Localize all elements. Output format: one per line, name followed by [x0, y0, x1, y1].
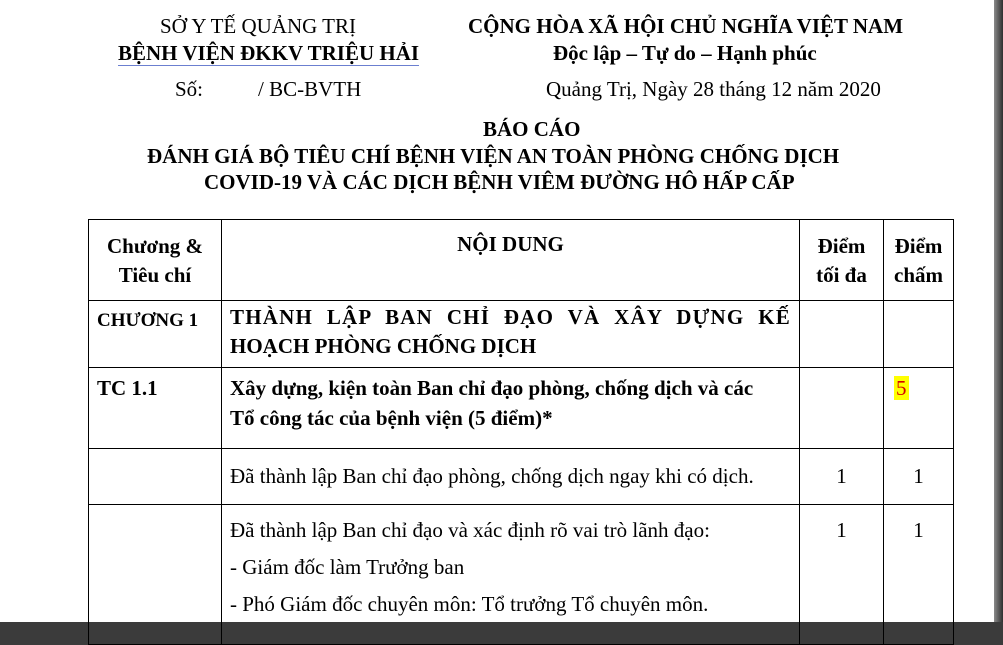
header-chapter-label: Chương & Tiêu chí — [107, 234, 203, 287]
item-content-cell — [222, 449, 800, 505]
document-number-value: / BC-BVTH — [258, 77, 362, 101]
header-cell-content — [222, 220, 800, 301]
chapter-code: CHƯƠNG 1 — [97, 310, 199, 331]
document-date: Quảng Trị, Ngày 28 tháng 12 năm 2020 — [546, 77, 881, 101]
item-content — [222, 505, 799, 626]
criterion-code: TC 1.1 — [97, 376, 158, 400]
report-heading: BÁO CÁO — [483, 117, 581, 141]
item-content-line1: Đã thành lập Ban chỉ đạo và xác định rõ vai trò lãnh đạo: — [230, 518, 710, 542]
header-cell-max — [800, 220, 884, 301]
criterion-content — [222, 368, 799, 439]
item-content-cell — [222, 505, 800, 645]
criterion-code-cell — [89, 368, 222, 449]
table-row — [89, 368, 954, 449]
criterion-content-cell — [222, 368, 800, 449]
report-title-line1: ĐÁNH GIÁ BỘ TIÊU CHÍ BỆNH VIỆN AN TOÀN PHÒNG CHỐNG DỊCH — [147, 144, 840, 168]
national-title: CỘNG HÒA XÃ HỘI CHỦ NGHĨA VIỆT NAM — [468, 14, 904, 38]
item-content-bullet1: - Giám đốc làm Trưởng ban — [230, 555, 465, 579]
viewer-edge-shadow — [994, 0, 1003, 622]
item-max-cell — [800, 505, 884, 645]
chapter-content-line2: HOẠCH PHÒNG CHỐNG DỊCH — [230, 334, 537, 358]
header-cell-chapter — [89, 220, 222, 301]
header-cell-score — [884, 220, 954, 301]
chapter-score-cell — [884, 301, 954, 368]
item-max: 1 — [836, 464, 847, 488]
table-row — [89, 301, 954, 368]
report-title-line2: COVID-19 VÀ CÁC DỊCH BỆNH VIÊM ĐƯỜNG HÔ HẤP CẤP — [204, 170, 795, 194]
chapter-max-cell — [800, 301, 884, 368]
item-content: Đã thành lập Ban chỉ đạo phòng, chống dịch ngay khi có dịch. — [230, 464, 754, 488]
header-score-label: Điểm chấm — [894, 234, 943, 287]
item-score: 1 — [913, 464, 924, 488]
chapter-content-line1: THÀNH LẬP BAN CHỈ ĐẠO VÀ XÂY DỰNG KẾ — [230, 305, 791, 329]
item-max-cell — [800, 449, 884, 505]
item-score: 1 — [913, 518, 924, 542]
header-content-label: NỘI DUNG — [457, 232, 564, 256]
item-content-bullet2: - Phó Giám đốc chuyên môn: Tổ trưởng Tổ chuyên môn. — [230, 592, 709, 616]
hospital-name-text: BỆNH VIỆN ĐKKV TRIỆU HẢI — [118, 41, 420, 65]
issuing-authority: SỞ Y TẾ QUẢNG TRỊ — [160, 14, 357, 38]
item-code-cell — [89, 505, 222, 645]
item-max: 1 — [836, 518, 847, 542]
criterion-content-line2: Tổ công tác của bệnh viện (5 điểm)* — [230, 406, 553, 430]
criterion-max — [800, 368, 883, 382]
table-row — [89, 449, 954, 505]
header-max-label: Điểm tối đa — [816, 234, 867, 287]
hospital-name — [118, 41, 419, 65]
criterion-score-cell — [884, 368, 954, 449]
table-row — [89, 505, 954, 645]
criteria-table — [88, 219, 954, 645]
criterion-score-wrap — [884, 368, 953, 410]
chapter-max — [800, 301, 883, 315]
criterion-score-highlighted: 5 — [896, 376, 907, 400]
item-code — [89, 449, 221, 463]
criterion-max-cell — [800, 368, 884, 449]
chapter-score — [884, 301, 953, 315]
criterion-content-line1: Xây dựng, kiện toàn Ban chỉ đạo phòng, chống dịch và các — [230, 376, 754, 400]
national-motto: Độc lập – Tự do – Hạnh phúc — [553, 41, 817, 65]
document-number-label: Số: — [175, 77, 204, 101]
table-header-row — [89, 220, 954, 301]
item-score-cell — [884, 505, 954, 645]
item-code — [89, 505, 221, 519]
item-score-cell — [884, 449, 954, 505]
chapter-code-cell — [89, 301, 222, 368]
chapter-content-cell — [222, 301, 800, 368]
chapter-content — [222, 301, 799, 367]
item-code-cell — [89, 449, 222, 505]
